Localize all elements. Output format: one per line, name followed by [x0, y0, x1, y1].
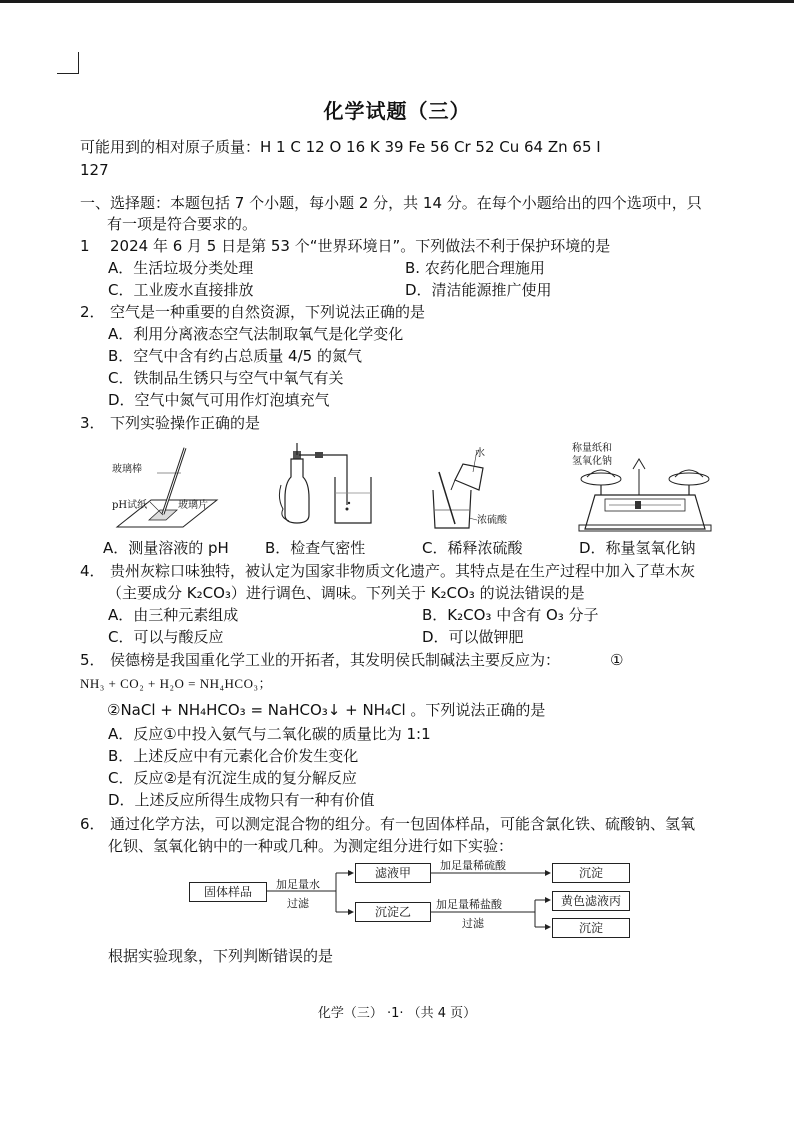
- q1-stem: 2024 年 6 月 5 日是第 53 个“世界环境日”。下列做法不利于保护环境的是: [110, 237, 611, 255]
- q4-number: 4．: [80, 562, 105, 580]
- q5-stem: 侯德榜是我国重化学工业的开拓者，其发明侯氏制碱法主要反应为：: [110, 651, 561, 669]
- q5-equation-2: ②NaCl + NH₄HCO₃ = NaHCO₃↓ + NH₄Cl 。下列说法正确的是: [107, 701, 546, 719]
- ph-paper-label: pH试纸: [112, 500, 148, 511]
- water-label: 水: [475, 448, 485, 459]
- flow-add-water: 加足量水: [276, 878, 320, 891]
- section-heading: 一、选择题：本题包括 7 个小题，每小题 2 分，共 14 分。在每个小题给出的四个选项中，只: [80, 194, 702, 212]
- q1-option-a: A．生活垃圾分类处理: [108, 259, 254, 277]
- page-footer: 化学（三） ·1· （共 4 页）: [317, 1006, 477, 1021]
- flow-yellow-filtrate-box: 黄色滤液丙: [552, 891, 630, 911]
- flow-precip-2-box: 沉淀: [552, 918, 630, 938]
- q3-option-c: C．稀释浓硫酸: [422, 539, 523, 557]
- q3-option-b: B．检查气密性: [265, 539, 366, 557]
- flow-add-hcl: 加足量稀盐酸: [436, 898, 502, 911]
- q3-option-a: A．测量溶液的 pH: [103, 539, 229, 557]
- flow-precip-b-box: 沉淀乙: [355, 902, 431, 922]
- q1-option-c: C．工业废水直接排放: [108, 281, 254, 299]
- naoh-label: 氢氧化钠: [572, 456, 612, 467]
- flow-filter-1: 过滤: [287, 897, 309, 910]
- conc-acid-label: 浓硫酸: [477, 515, 507, 526]
- q3-number: 3．: [80, 414, 105, 432]
- q1-option-b: B. 农药化肥合理施用: [405, 259, 545, 277]
- flow-sample-box: 固体样品: [189, 882, 267, 902]
- q6-stem-cont: 化钡、氢氧化钠中的一种或几种。为测定组分进行如下实验：: [108, 837, 514, 855]
- page-title: 化学试题（三）: [323, 99, 471, 123]
- q6-stem: 通过化学方法，可以测定混合物的组分。有一包固体样品，可能含氯化铁、硫酸钠、氢氧: [110, 815, 696, 833]
- flow-add-h2so4: 加足量稀硫酸: [440, 859, 506, 872]
- q4-option-b: B．K₂CO₃ 中含有 O₃ 分子: [422, 606, 599, 624]
- q2-option-c: C．铁制品生锈只与空气中氧气有关: [108, 369, 344, 387]
- q5-number: 5．: [80, 651, 105, 669]
- q5-option-b: B．上述反应中有元素化合价发生变化: [108, 747, 359, 765]
- atomic-masses: 可能用到的相对原子质量：H 1 C 12 O 16 K 39 Fe 56 Cr 52 Cu 64 Zn 65 I: [80, 138, 601, 156]
- q2-number: 2．: [80, 303, 105, 321]
- q5-option-d: D．上述反应所得生成物只有一种有价值: [108, 791, 375, 809]
- q2-option-b: B．空气中含有约占总质量 4/5 的氮气: [108, 347, 362, 365]
- q2-option-a: A．利用分离液态空气法制取氧气是化学变化: [108, 325, 404, 343]
- flow-filtrate-a-box: 滤液甲: [355, 863, 431, 883]
- q4-option-c: C．可以与酸反应: [108, 628, 224, 646]
- flow-precip-1-box: 沉淀: [552, 863, 630, 883]
- glass-slide-label: 玻璃片: [178, 500, 208, 511]
- q1-option-d: D．清洁能源推广使用: [405, 281, 552, 299]
- q3-option-d: D．称量氢氧化钠: [579, 539, 696, 557]
- weigh-paper-label: 称量纸和: [572, 443, 612, 454]
- q5-equation-1: NH₃ + CO₂ + H₂O = NH₄HCO₃；: [80, 676, 272, 691]
- q4-option-a: A．由三种元素组成: [108, 606, 239, 624]
- section-heading-cont: 有一项是符合要求的。: [107, 215, 258, 233]
- q6-tail: 根据实验现象，下列判断错误的是: [108, 947, 334, 965]
- q4-stem: 贵州灰粽口味独特，被认定为国家非物质文化遗产。其特点是在生产过程中加入了草木灰: [110, 562, 696, 580]
- atomic-masses-cont: 127: [80, 161, 109, 179]
- q6-number: 6．: [80, 815, 105, 833]
- q2-stem: 空气是一种重要的自然资源，下列说法正确的是: [110, 303, 426, 321]
- q3-stem: 下列实验操作正确的是: [110, 414, 261, 432]
- q4-stem-cont: （主要成分 K₂CO₃）进行调色、调味。下列关于 K₂CO₃ 的说法错误的是: [107, 584, 585, 602]
- flow-filter-2: 过滤: [462, 917, 484, 930]
- q4-option-d: D．可以做钾肥: [422, 628, 524, 646]
- q1-number: 1: [80, 237, 90, 255]
- glass-rod-label: 玻璃棒: [112, 464, 142, 475]
- q5-circle-1: ①: [610, 651, 624, 669]
- q2-option-d: D．空气中氮气可用作灯泡填充气: [108, 391, 330, 409]
- q5-option-c: C．反应②是有沉淀生成的复分解反应: [108, 769, 357, 787]
- q5-option-a: A．反应①中投入氨气与二氧化碳的质量比为 1:1: [108, 725, 431, 743]
